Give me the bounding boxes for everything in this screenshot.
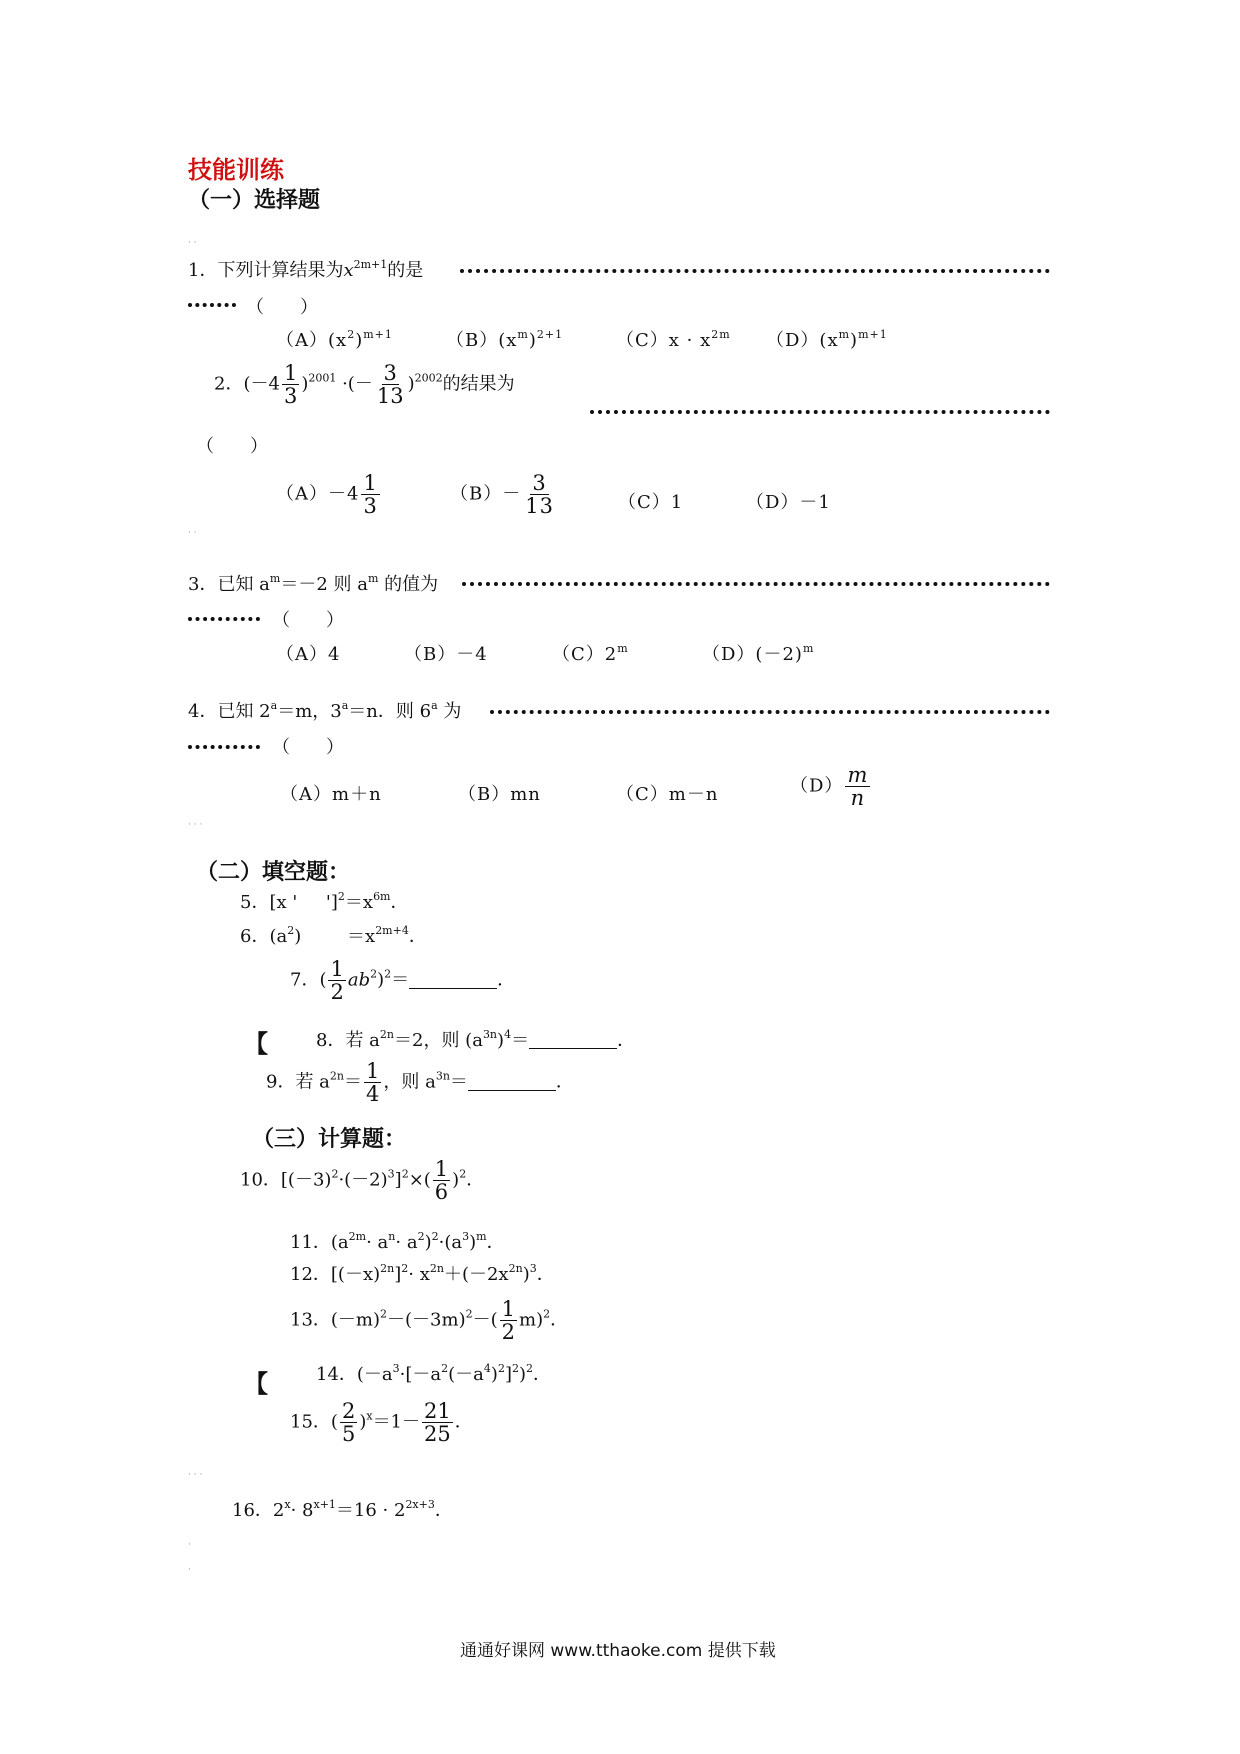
- question-14: 14．$(-a^3\cdot[-a^2(-a^4)^2]^2)^2$．: [316, 1362, 552, 1385]
- option-1a: $(A)(x^2)^{m+1}$: [276, 328, 393, 351]
- leader-dots-q3: [462, 582, 1050, 586]
- option-3a: （A）4: [276, 644, 341, 665]
- answer-paren-q2: （ ）: [196, 436, 268, 457]
- answer-blank-q7[interactable]: [409, 970, 497, 989]
- option-2d: （D）－1: [746, 492, 831, 513]
- option-4b: （B）mn: [458, 784, 541, 805]
- margin-bracket: 【: [244, 1370, 268, 1398]
- scan-dot: · ·: [188, 528, 197, 538]
- margin-bracket: 【: [244, 1030, 268, 1058]
- question-5: 5．[x ' ']$^2=x^{6m}$．: [240, 890, 409, 913]
- answer-blank-q9[interactable]: [468, 1072, 556, 1091]
- option-3c: （C）2$^m$: [552, 642, 629, 665]
- question-8: 8．若 $a^{2n}=2$，则 $(a^{3n})^4=$ ．: [316, 1028, 636, 1051]
- question-3: 3．已知 $a^m=-2$ 则 $a^m$ 的值为: [188, 572, 439, 595]
- question-6: 6．$(a^2)$ $=x^{2m+4}$．: [240, 924, 427, 947]
- answer-paren-q4: （ ）: [272, 737, 344, 758]
- page-title: 技能训练: [188, 156, 284, 184]
- option-1c: $(C)x \cdot x^{2m}$: [616, 328, 731, 351]
- question-1: 1．下列计算结果为$x^{2m+1}$的是: [188, 258, 424, 281]
- option-4a: （A）m＋n: [280, 784, 382, 805]
- question-2: 2．(－4 $\frac{1}{3}$ )$^{2001}$ ·(－ $\frac{3}{13}$ )$^{2002}$的结果为: [214, 361, 515, 409]
- leader-dots-q1: [460, 269, 1050, 273]
- option-1b: $(B)(x^m)^{2+1}$: [446, 328, 564, 351]
- section-choice-heading: （一）选择题: [188, 188, 321, 213]
- section-fill-heading: （二）填空题：: [196, 860, 351, 885]
- question-11: 11．$(a^{2m}\cdot a^n\cdot a^2)^2\cdot(a^3)^m$．: [290, 1230, 505, 1253]
- answer-paren-q1: （ ）: [246, 297, 318, 318]
- answer-blank-q8[interactable]: [529, 1030, 617, 1049]
- question-4: 4．已知 $2^a=m$，$3^a=n$．则 6$^a$ 为: [188, 699, 462, 722]
- question-7: 7．( $\frac{1}{2}$ $ab^2)^2=$ ．: [290, 957, 516, 1005]
- scan-dot: ·: [188, 1565, 191, 1575]
- leader-dots-q1b: [188, 303, 236, 307]
- option-4d: （D） $\frac{m}{n}$: [790, 763, 869, 811]
- option-1d: $(D)(x^m)^{m+1}$: [766, 328, 888, 351]
- question-16: 16．$2^x\cdot 8^{x+1}=16 \cdot 2^{2x+3}$．: [232, 1498, 453, 1521]
- option-2b: （B）－ $\frac{3}{13}$: [450, 471, 554, 519]
- question-9: 9．若 $a^{2n}=$ $\frac{1}{4}$ ，则 $a^{3n}=$ ．: [266, 1059, 574, 1107]
- leader-dots-q4b: [188, 745, 260, 749]
- option-3b: （B）－4: [404, 644, 488, 665]
- leader-dots-q3b: [188, 617, 260, 621]
- leader-dots-q4: [490, 710, 1050, 714]
- scan-dot: · ·: [188, 238, 197, 248]
- footer-credit: 通通好课网 www.tthaoke.com 提供下载: [460, 1641, 776, 1661]
- question-10: 10．$[(-3)^2\cdot(-2)^3]^2\times$( $\frac{1}{6}$ )$^2$．: [240, 1157, 485, 1205]
- question-13: 13．$(-m)^2-(-3m)^2-$( $\frac{1}{2}$ m)$^2$．: [290, 1297, 569, 1345]
- scan-dot: · · ·: [188, 820, 203, 830]
- option-2a: （A）－4 $\frac{1}{3}$: [276, 471, 378, 519]
- question-12: 12．$[(-x)^{2n}]^2\cdot x^{2n}+(-2x^{2n})^3$．: [290, 1262, 555, 1285]
- answer-paren-q3: （ ）: [272, 610, 344, 631]
- question-15: 15．( $\frac{2}{5}$ )$^x$＝1－ $\frac{21}{25}$ ．: [290, 1399, 473, 1447]
- section-calc-heading: （三）计算题：: [252, 1127, 407, 1152]
- option-2c: （C）1: [618, 492, 684, 513]
- scan-dot: ·: [188, 1540, 191, 1550]
- leader-dots-q2: [590, 410, 1050, 414]
- option-3d: $(D)(-2)^m$: [702, 642, 815, 665]
- scan-dot: · · ·: [188, 1470, 203, 1480]
- option-4c: （C）m－n: [616, 784, 719, 805]
